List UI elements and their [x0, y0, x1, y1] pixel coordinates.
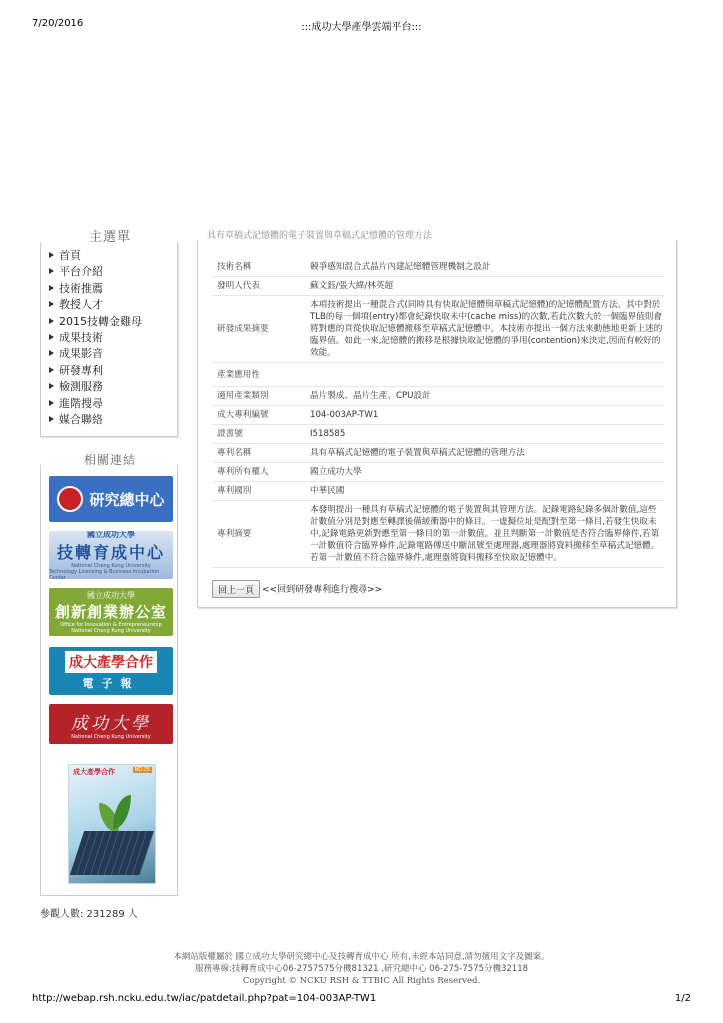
back-button[interactable]: 回上一頁 [212, 580, 260, 598]
menu-item-professors[interactable] [49, 297, 177, 313]
banner-tech-incubation[interactable] [49, 531, 173, 579]
menu-item-tech-recommend[interactable] [49, 281, 177, 297]
menu-item-label: 首頁 [59, 249, 81, 262]
menu-item-label: 平台介紹 [59, 265, 103, 279]
banner-label: 創新創業辦公室 [54, 603, 167, 621]
arrow-right-icon [49, 318, 54, 324]
detail-row [212, 277, 664, 296]
banner-label: 研究總中心 [89, 490, 165, 509]
detail-value: 蘇文鈺/張大緯/林英超 [305, 277, 664, 296]
detail-value: 104-003AP-TW1 [305, 406, 664, 425]
print-date: 7/20/2016 [32, 18, 84, 29]
menu-item-label: 2015技轉金雞母 [59, 314, 142, 328]
detail-label: 適用產業類別 [212, 387, 305, 406]
arrow-right-icon [49, 301, 54, 307]
banner-label: 技轉育成中心 [56, 543, 165, 562]
links-title: 相關連結 [83, 453, 136, 467]
detail-label: 發明人代表 [212, 277, 305, 296]
detail-row [212, 406, 664, 425]
print-page-title: :::成功大學產學雲端平台::: [301, 22, 422, 33]
detail-value [305, 363, 664, 387]
menu-item-2015-award[interactable] [49, 314, 177, 330]
footer-copyright: Copyright © NCKU RSH & TTBIC All Rights Reserved. [242, 976, 481, 986]
menu-item-contact[interactable] [49, 412, 177, 428]
banner-innovation-office[interactable] [49, 588, 173, 636]
menu-item-label: 教授人才 [59, 298, 103, 312]
arrow-right-icon [49, 285, 54, 291]
arrow-right-icon [49, 383, 54, 389]
print-page-number: 1/2 [674, 993, 691, 1004]
footer-copyright-notice: 本網站版權屬於 國立成功大學研究總中心及技轉育成中心 所有,未經本站同意,請勿擅用文字及圖案。 [173, 952, 550, 962]
detail-row [212, 258, 664, 277]
menu-item-home[interactable] [49, 248, 177, 264]
banner-subtitle: 國立成功大學 [87, 591, 135, 600]
banner-caption: National Cheng Kung University [71, 563, 151, 569]
detail-label: 專利國別 [212, 482, 305, 501]
menu-item-about[interactable] [49, 264, 177, 280]
arrow-right-icon [49, 350, 54, 356]
detail-value: 具有草稿式記憶體的電子裝置與草稿式記憶體的管理方法 [305, 444, 664, 463]
menu-item-label: 成果影音 [59, 347, 103, 361]
banner-caption: National Cheng Kung University [71, 628, 151, 634]
menu-title: 主選單 [88, 230, 131, 245]
detail-row [212, 501, 664, 568]
detail-label: 證書號 [212, 425, 305, 444]
arrow-right-icon [49, 334, 54, 340]
banner-logo-text: 成功大學 [71, 713, 151, 734]
menu-item-label: 技術推薦 [59, 281, 103, 295]
detail-value: 本發明提出一種具有草稿式記憶體的電子裝置與其管理方法。記錄電路紀錄多個計數值,這些計數值分別是對應至轉譯後備緩衝器中的條目。一虛擬位址是配對至第一條目,若發生快取未中,記錄電路更新對應至第一條目的第一計數值。並且判斷第一計數值是否符合臨界條件,若第一計數值符合臨界條件,記錄電路傳送中斷訊號至處理器,處理器將資料搬移至草稿式記憶體。若第一計數值不符合臨界條件,處理器將資料搬移至快取記憶體中。 [305, 501, 664, 568]
detail-row [212, 425, 664, 444]
arrow-right-icon [49, 416, 54, 422]
banner-subtitle: 國立成功大學 [87, 531, 135, 539]
menu-item-label: 檢測服務 [59, 380, 103, 394]
banner-caption: National Cheng Kung University [71, 733, 151, 740]
menu-item-label: 研發專利 [59, 363, 103, 377]
detail-row [212, 296, 664, 363]
detail-label: 產業應用性 [212, 363, 305, 387]
detail-row [212, 482, 664, 501]
detail-label: 技術名稱 [212, 258, 305, 277]
arrow-right-icon [49, 400, 54, 406]
detail-value: I518585 [305, 425, 664, 444]
magazine-number: NO.25 [134, 767, 150, 773]
arrow-right-icon [49, 252, 54, 258]
detail-value: 國立成功大學 [305, 463, 664, 482]
ncku-seal-icon [57, 486, 83, 512]
detail-row [212, 444, 664, 463]
detail-value: 中華民國 [305, 482, 664, 501]
detail-label: 成大專利編號 [212, 406, 305, 425]
menu-item-label: 媒合聯絡 [59, 413, 103, 427]
patent-detail-table [212, 258, 664, 568]
detail-label: 研發成果摘要 [212, 296, 305, 363]
banner-caption: Office for Innovation & Entrepreneurship [60, 622, 162, 628]
main-menu [40, 242, 178, 437]
menu-item-label: 進階搜尋 [59, 396, 103, 410]
detail-row [212, 387, 664, 406]
detail-value: 本項技術提出一種混合式(同時具有快取記憶體與草稿式記憶體)的記憶體配置方法。其中對於TLB的每一個項(entry)都會紀錄快取未中(cache miss)的次數,若此次數大於一個臨界值則會將對應的頁從快取記憶體搬移至草稿式記憶體中。本技術亦提出一個方法來動態地更新上述的臨界值。如此一來,記憶體的搬移是根據快取記憶體的爭用(contention)來決定,因而有較好的效能。 [305, 296, 664, 363]
detail-row [212, 363, 664, 387]
detail-value: 晶片製成、晶片生產、CPU設計 [305, 387, 664, 406]
magazine-cover[interactable] [68, 764, 156, 884]
print-url: http://webap.rsh.ncku.edu.tw/iac/patdetail.php?pat=104-003AP-TW1 [32, 993, 377, 1004]
detail-value: 競爭感知混合式晶片內建記憶體管理機制之設計 [305, 258, 664, 277]
banner-ncku[interactable] [49, 704, 173, 744]
footer-service-line: 服務專線:技轉育成中心06-2757575分機81321 ,研究總中心 06-275-7575分機32118 [194, 964, 529, 974]
arrow-right-icon [49, 367, 54, 373]
menu-item-patents[interactable] [49, 363, 177, 379]
banner-subtitle: 電子報 [82, 677, 140, 690]
menu-item-advanced-search[interactable] [49, 396, 177, 412]
banner-label: 成大產學合作 [65, 651, 157, 673]
visitor-counter: 參觀人數: 231289 人 [40, 909, 138, 920]
banner-enewsletter[interactable] [49, 647, 173, 695]
arrow-right-icon [49, 268, 54, 274]
detail-label: 專利所有權人 [212, 463, 305, 482]
leaf-illustration [113, 795, 131, 829]
solar-panel-illustration [70, 831, 154, 875]
detail-label: 專利名稱 [212, 444, 305, 463]
menu-item-results-video[interactable] [49, 346, 177, 362]
magazine-title: 成大產學合作 [73, 768, 115, 776]
detail-label: 專利摘要 [212, 501, 305, 568]
detail-row [212, 463, 664, 482]
breadcrumb: 具有草稿式記憶體的電子裝置與草稿式記憶體的管理方法 [207, 231, 433, 241]
menu-item-testing[interactable] [49, 379, 177, 395]
back-to-search-link[interactable]: <<回到研發專利進行搜尋>> [262, 585, 383, 595]
menu-item-label: 成果技術 [59, 331, 103, 345]
menu-item-results-tech[interactable] [49, 330, 177, 346]
banner-research-center[interactable] [49, 476, 173, 522]
banner-caption: Technology Licensing & Business Incubation Center [49, 569, 160, 579]
